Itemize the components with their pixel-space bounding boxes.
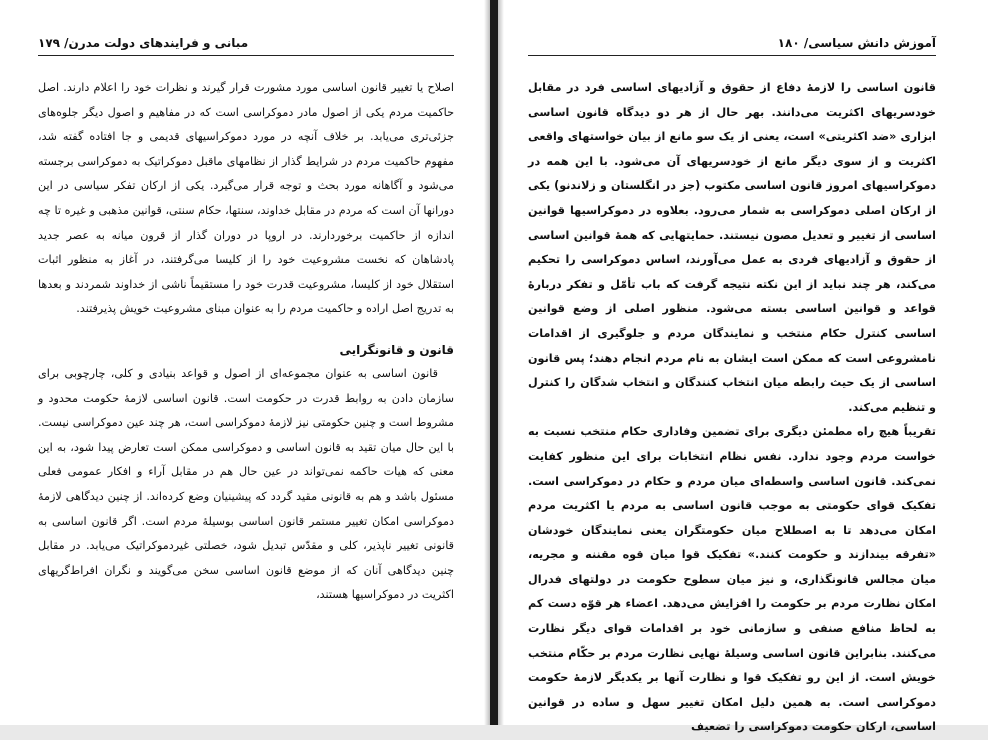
right-paragraph-1: قانون اساسی را لازمهٔ دفاع از حقوق و آزادیهای اساسی فرد در مقابل خودسریهای اکثریت می‌دانند. بهر حال از هر دو دیدگاه قانون اساسی ابزاری «ضد اکثریتی» است، یعنی از یک سو مانع از بیان خواستهای واقعی اکثریت و از سوی دیگر مانع از خودسریهای آن می‌شود. با این همه در دموکراسیهای امروز قانون اساسی مکتوب (جز در انگلستان و زلاندنو) یکی از ارکان اصلی دموکراسی به شمار می‌رود. بعلاوه در دموکراسیها قوانین اساسی از تغییر و تعدیل مصون نیستند. حمایتهایی که همهٔ قوانین اساسی از حقوق و آزادیهای فردی به عمل می‌آورند، اساس دموکراسی را تحکیم می‌کند، هر چند نباید از این نکته نتیجه گرفت که باب تأمّل و تفکر دربارهٔ قواعد و قوانین اساسی بسته می‌شود. منظور اصلی از وضع قوانین اساسی کنترل حکام منتخب و نمایندگان مردم و جلوگیری از اقدامات نامشروعی است که ممکن است ایشان به نام مردم انجام دهند؛ پس قانون اساسی از یک حیث رابطه میان انتخاب کنندگان و انتخاب شدگان را کنترل و تنظیم می‌کند.: [528, 81, 936, 414]
section-title: قانون و قانونگرایی: [339, 342, 454, 357]
left-paragraph-2: قانون اساسی به عنوان مجموعه‌ای از اصول و قواعد بنیادی و کلی، چارچوبی برای سازمان دادن به روابط قدرت در حکومت است. قانون اساسی لازمهٔ حکومت محدود و مشروط است و چنین حکومتی نیز لازمهٔ دموکراسی است، هر چند عین دموکراسی نیست. با این حال میان تقید به قانون اساسی و دموکراسی ممکن است تعارض پیدا شود، به این معنی که هیات حاکمه نمی‌تواند در عین حال هم در مقابل آراء و افکار عمومی فعلی مسئول باشد و هم به قانونی مقید گردد که پیشینیان وضع کرده‌اند. از چنین دیدگاهی لازمهٔ دموکراسی امکان تغییر مستمر قانون اساسی بوسیلهٔ مردم است. اگر قانون اساسی به قانونی تغییر ناپذیر، کلی و مقدّس تبدیل شود، خصلتی غیردموکراتیک می‌یابد. در مقابل چنین دیدگاهی آنان که از موضع قانون اساسی سخن می‌گویند و نگران افراط‌گریهای اکثریت در دموکراسیها هستند،: [38, 366, 454, 602]
right-paragraph-2: تقریباً هیچ راه مطمئن دیگری برای تضمین وفاداری حکام منتخب نسبت به خواست مردم وجود ندارد. نفس نظام انتخابات برای این منظور کفایت نمی‌کند. قانون اساسی واسطه‌ای میان مردم و حکام در دموکراسی است. تفکیک قوای حکومتی به موجب قانون اساسی به مردم یا اکثریت مردم امکان می‌دهد تا به اصطلاح میان حکومتگران یعنی نمایندگان خودشان «تفرقه بیندازند و حکومت کنند.» تفکیک قوا میان قوه مقننه و مجریه، میان مجالس قانونگذاری، و نیز میان سطوح حکومت در دولتهای فدرال امکان نظارت مردم بر حکومت را افزایش می‌دهد. اعضاء هر قوّه دست کم به لحاظ منافع صنفی و سازمانی خود بر اقدامات قوای دیگر نظارت می‌کنند. بنابراین قانون اساسی وسیلهٔ نهایی نظارت مردم بر حکّام منتخب خویش است. از این رو تفکیک قوا و نظارت آنها بر یکدیگر لازمهٔ حکومت دموکراسی است. به همین دلیل امکان تغییر سهل و ساده در قوانین اساسی، ارکان حکومت دموکراسی را تضعیف: [528, 425, 936, 734]
left-page-header: مبانی و فرایندهای دولت مدرن/ ۱۷۹: [38, 34, 454, 56]
book-gutter: [490, 0, 498, 725]
left-paragraph-1: اصلاح یا تغییر قانون اساسی مورد مشورت قرار گیرند و نظرات خود را اعلام دارند. اصل حاکمیت مردم یکی از اصول مادر دموکراسی است که در مفاهیم و اصول دیگر جلوه‌های جزئی‌تری می‌یابد. بر خلاف آنچه در مورد دموکراسیهای قدیمی و جا افتاده گفته شد، مفهوم حاکمیت مردم در شرایط گذار از نظامهای ماقبل دموکراتیک به دموکراسی برجسته می‌شود و آگاهانه مورد بحث و توجه قرار می‌گیرد. یکی از ارکان تفکر سیاسی در این دورانها آن است که مردم در مقابل خداوند، سنتها، حکام سنتی، قوانین مذهبی و غیره تا چه اندازه از حاکمیت برخوردارند. در اروپا در دوران گذار از قرون میانه به عصر جدید پادشاهان که نخست مشروعیت خود را از کلیسا می‌گرفتند، در آغاز به منظور اثبات استقلال خود از کلیسا، مشروعیت قدرت خود را مستقیماً ناشی از خداوند شمردند و بعدها به تدریج اصل اراده و حاکمیت مردم را به عنوان مبنای مشروعیت خویش پذیرفتند.: [38, 81, 454, 316]
right-page: [498, 0, 988, 734]
right-page-header: آموزش دانش سیاسی/ ۱۸۰: [528, 34, 936, 56]
left-page: [0, 0, 490, 725]
